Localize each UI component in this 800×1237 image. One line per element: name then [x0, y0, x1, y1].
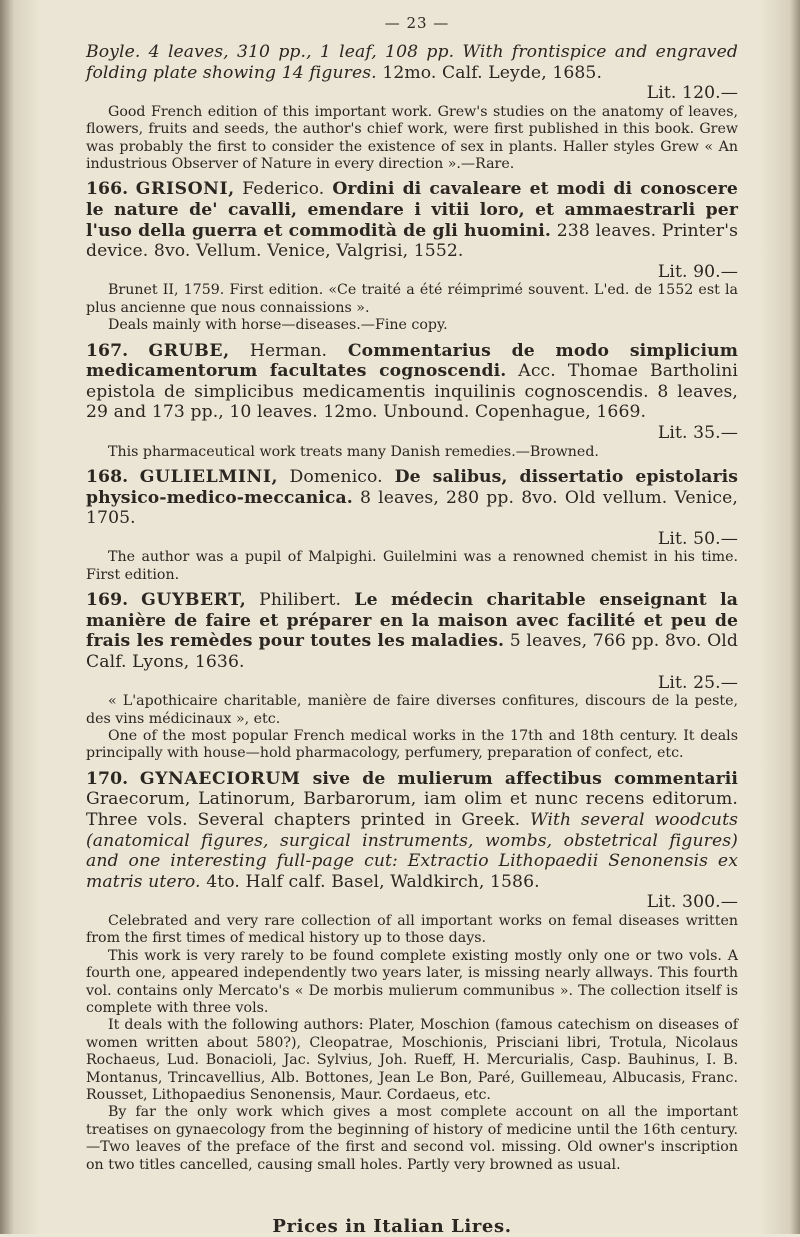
- entry-note: This work is very rarely to be found complete existing mostly only one or two vols. A fourth one, appeared independently two years later, is missing nearly allways. This fourth vol. contains only Mercato's « De morbis mulierum communibus ». The collection itself is complete with three vols.: [86, 947, 738, 1016]
- entry-details-end: 4to. Half calf. Basel, Waldkirch, 1586.: [200, 871, 540, 892]
- entry-price: Lit. 300.—: [646, 892, 738, 913]
- entry-note: It deals with the following authors: Plater, Moschion (famous catechism on diseases of women written about 580?), Cleopatrae, Moschionis, Prisciani libri, Trotula, Nicolaus Rochaeus, Lud. Bonacioli, Jac. Sylvius, Joh. Rueff, H. Mercurialis, Casp. Bauhinus, I. B. Montanus, Trincavellius, Alb. Bottones, Jean Le Bon, Paré, Guillemeau, Albucasis, Franc. Rousset, Lithopaedius Senonensis, Maur. Cordaeus, etc.: [86, 1017, 738, 1103]
- entry-details: 238 leaves. Printer's device. 8vo. Vellum. Venice, Valgrisi, 1552.: [86, 220, 738, 262]
- entry-head: [86, 467, 738, 529]
- entry-price: Lit. 35.—: [657, 422, 738, 443]
- prices-footer: Prices in Italian Lires.: [272, 1216, 512, 1237]
- entry-168: [86, 467, 738, 584]
- entry-number: 169.: [86, 590, 129, 611]
- entry-note: Celebrated and very rare collection of all important works on femal diseases written from the first times of medical history up to those days.: [86, 912, 738, 947]
- entry-head: [86, 769, 738, 893]
- entry-title: De salibus, dissertatio epistolaris physico-medico-meccanica.: [86, 466, 738, 508]
- entry-author-rest: Domenico.: [278, 466, 383, 487]
- entry-details: 8 leaves, 280 pp. 8vo. Old vellum. Venice, 1705.: [86, 487, 738, 529]
- entry-head: [86, 341, 738, 423]
- page-number: — 23 —: [384, 14, 450, 32]
- entry-number: 167.: [86, 340, 129, 361]
- entry-169: [86, 590, 738, 763]
- entry-price: Lit. 90.—: [657, 261, 738, 282]
- entry-note: Good French edition of this important work. Grew's studies on the anatomy of leaves, flowers, fruits and seeds, the author's chief work, were first published in this book. Grew was probably the first to consider the existence of sex in plants. Haller styles Grew « An industrious Observer of Nature in every direction ».—Rare.: [86, 103, 738, 172]
- entry-boyle: [86, 42, 738, 173]
- entry-head: [86, 179, 738, 261]
- entry-note: Brunet II, 1759. First edition. «Ce traité a été réimprimé souvent. L'ed. de 1552 est la plus ancienne que nous connaissions ».: [86, 282, 738, 316]
- entry-note: One of the most popular French medical works in the 17th and 18th century. It deals principally with house—hold pharmacology, perfumery, preparation of confect, etc.: [86, 727, 738, 762]
- entry-167: [86, 341, 738, 461]
- entry-166: [86, 179, 738, 334]
- entry-note: Deals mainly with horse—diseases.—Fine copy.: [108, 317, 448, 334]
- entry-details-italic: With several woodcuts (anatomical figures, surgical instruments, wombs, obstetrical figures) and one interesting full-page cut: Extractio Lithopaedii Senonensis ex matris utero.: [86, 809, 738, 892]
- entry-author: GULIELMINI,: [139, 466, 279, 487]
- entry-title: sive de mulierum affectibus commentarii: [300, 768, 738, 789]
- entry-details: Acc. Thomae Bartholini epistola de simplicibus medicamentis inquilinis cognoscendis. 8 leaves, 29 and 173 pp., 10 leaves. 12mo. Unbound. Copenhague, 1669.: [86, 361, 738, 423]
- entry-author-rest: Federico.: [234, 179, 325, 200]
- entry-price: Lit. 25.—: [657, 672, 738, 693]
- entry-note: The author was a pupil of Malpighi. Guilelmini was a renowned chemist in his time. First edition.: [86, 549, 738, 583]
- entry-details: Graecorum, Latinorum, Barbarorum, iam olim et nunc recens editorum. Three vols. Several chapters printed in Greek.: [86, 789, 738, 830]
- entry-author: GYNAECIORUM: [139, 768, 301, 789]
- entry-author: GRISONI,: [135, 179, 235, 200]
- entry-price: Lit. 50.—: [657, 528, 738, 549]
- entry-price: Lit. 120.—: [646, 83, 738, 104]
- entry-head: [86, 590, 738, 672]
- entry-number: 168.: [86, 466, 129, 487]
- entry-title-italic: Boyle. 4 leaves, 310 pp., 1 leaf, 108 pp. With frontispice and engraved folding plate showing 14 figures.: [86, 42, 738, 83]
- entry-170: [86, 769, 738, 1174]
- entry-author-rest: Philibert.: [246, 590, 342, 611]
- entry-details: 12mo. Calf. Leyde, 1685.: [376, 62, 603, 83]
- entry-note: « L'apothicaire charitable, manière de faire diverses confitures, discours de la peste, des vins médicinaux », etc.: [86, 693, 738, 727]
- entry-note: By far the only work which gives a most complete account on all the important treatises on gynaecology from the beginning of history of medicine until the 16th century.—Two leaves of the preface of the first and second vol. missing. Old owner's inscription on two titles cancelled, causing small holes. Partly very browned as usual.: [86, 1104, 738, 1173]
- entry-title: Le médecin charitable enseignant la manière de faire et préparer en la maison avec facilité et peu de frais les remèdes pour toutes les maladies.: [86, 590, 738, 652]
- entry-details: 5 leaves, 766 pp. 8vo. Old Calf. Lyons, 1636.: [86, 631, 738, 672]
- entry-author-rest: Herman.: [229, 340, 328, 361]
- entry-author: GUYBERT,: [141, 590, 247, 611]
- entry-note: This pharmaceutical work treats many Danish remedies.—Browned.: [108, 443, 599, 460]
- entry-number: 166.: [86, 179, 129, 200]
- entry-author: GRUBE,: [148, 340, 230, 361]
- entry-head: [86, 42, 738, 83]
- entry-title: Ordini di cavaleare et modi di conoscere le nature de' cavalli, emendare i vitii loro, et ammaestrarli per l'uso della guerra et commodità de gli huomini.: [86, 179, 738, 241]
- entry-number: 170.: [86, 768, 129, 789]
- entry-title: Commentarius de modo simplicium medicamentorum facultates cognoscendi.: [86, 340, 738, 382]
